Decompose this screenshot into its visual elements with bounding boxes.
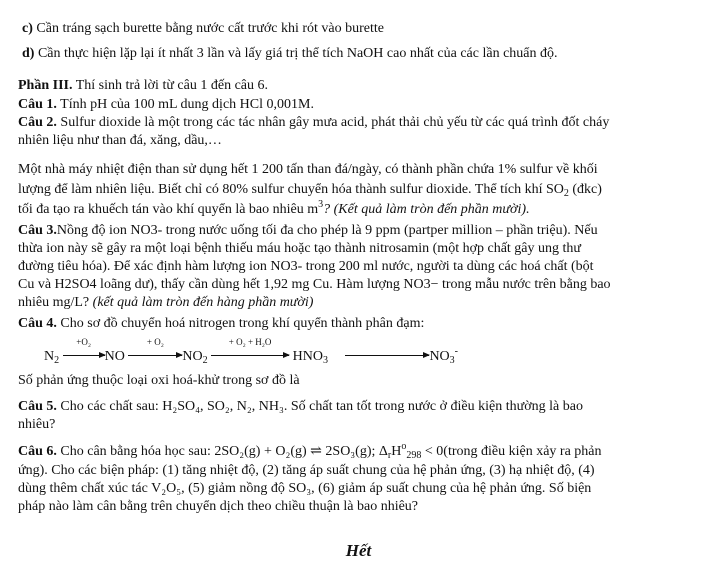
question-6-line-1 — [18, 443, 602, 460]
part-3-label: Phần III. — [18, 78, 73, 93]
question-6-label: Câu 6. — [18, 444, 57, 459]
scheme-n2-subscript: 2 — [54, 355, 60, 366]
question-3-text: Nồng độ ion NO3- trong nước uống tối đa cho phép là 9 ppm (partper million – phần triệu). Nếu — [56, 223, 598, 238]
question-4-text: Cho sơ đồ chuyển hoá nitrogen trong khí quyển thành phân đạm: — [56, 316, 425, 331]
scheme-hno3: HNO — [292, 349, 323, 364]
scheme-n2: N — [44, 349, 55, 364]
question-1-label: Câu 1. — [18, 97, 57, 112]
question-4 — [18, 315, 424, 332]
statement-d-label: d) — [22, 46, 35, 61]
statement-c-label: c) — [22, 21, 33, 36]
so2-subscript: 2 — [563, 188, 569, 199]
arrow-icon — [128, 355, 182, 356]
question-6-equation: Cho cân bằng hóa học sau: 2SO₂(g) + O₂(g) ⇌ 2SO₃(g); — [56, 444, 379, 459]
question-3-line-5 — [18, 294, 313, 311]
question-3-rounding-note: (kết quả làm tròn đến hàng phần mười) — [89, 295, 314, 310]
question-4-label: Câu 4. — [18, 316, 57, 331]
scheme-no: NO — [104, 349, 125, 364]
question-2-line-4-tail: (đkc) — [568, 182, 602, 197]
question-6-line-4: pháp nào làm cân bằng trên chuyển dịch theo chiều thuận là bao nhiêu? — [18, 499, 419, 514]
question-5-text: Cho các chất sau: H₂SO₄, SO₂, N₂, NH₃. Số chất tan tốt trong nước ở điều kiện thường là bao — [56, 399, 583, 414]
statement-c-text: Cần tráng sạch burette bằng nước cất trước khi rót vào burette — [32, 21, 384, 36]
question-1 — [18, 96, 314, 113]
scheme-arrow-3 — [211, 337, 289, 365]
question-3-line-1 — [18, 222, 598, 239]
m3-superscript: 3 — [318, 199, 324, 210]
arrow-icon — [211, 355, 289, 356]
question-2-line-5-text: tối đa tạo ra khuếch tán vào khí quyển là bao nhiêu m — [18, 202, 319, 217]
end-marker: Hết — [345, 541, 372, 560]
question-6-text-tail: (trong điều kiện xảy ra phản — [443, 444, 602, 459]
question-2-line-3: Một nhà máy nhiệt điện than sử dụng hết 1 200 tấn than đá/ngày, có thành phần chứa 1% sulfur về khối — [18, 162, 598, 177]
question-3-line-5-text: nhiêu mg/L? — [18, 295, 90, 310]
part-3-heading — [18, 77, 268, 94]
question-3-label: Câu 3. — [18, 223, 57, 238]
scheme-no2-subscript: 2 — [202, 355, 208, 366]
arrow-icon — [63, 355, 105, 356]
question-2-label: Câu 2. — [18, 115, 57, 130]
scheme-arrow-3-condition: + O₂ + H₂O — [228, 337, 272, 347]
part-3-text: Thí sinh trả lời từ câu 1 đến câu 6. — [72, 78, 268, 93]
delta-r-subscript: r — [387, 450, 392, 461]
enthalpy-h: H — [391, 444, 402, 459]
question-3-line-2: thừa ion này sẽ gây ra một loại bệnh thiếu máu hoặc tạo thành nitrosamin (một hợp chất gây ung thư — [18, 241, 582, 256]
delta-symbol: Δ — [378, 444, 388, 459]
standard-state-superscript: o — [401, 441, 407, 452]
scheme-no3: NO — [429, 349, 450, 364]
question-6-line-2: ứng). Cho các biện pháp: (1) tăng nhiệt độ, (2) tăng áp suất chung của hệ phản ứng, (3) hạ nhiệt độ, (4) — [18, 463, 595, 478]
scheme-hno3-subscript: 3 — [322, 355, 328, 366]
scheme-no3-subscript: 3 — [449, 355, 455, 366]
question-5-label: Câu 5. — [18, 399, 57, 414]
question-1-text: Tính pH của 100 mL dung dịch HCl 0,001M. — [56, 97, 314, 112]
question-3-line-4: Cu và H2SO4 loãng dư), thấy cần dùng hết 1,92 mg Cu. Hàm lượng NO3− trong mẫu nước trên bằng bao — [18, 277, 611, 292]
temperature-subscript: 298 — [406, 450, 422, 461]
enthalpy-sign: < 0 — [421, 444, 444, 459]
scheme-arrow-2 — [128, 337, 182, 365]
statement-d-text: Cần thực hiện lặp lại ít nhất 3 lần và lấy giá trị thể tích NaOH cao nhất của các lần chuẩn độ. — [34, 46, 558, 61]
question-6-line-3: dùng thêm chất xúc tác V₂O₅, (5) giảm nồng độ SO₃, (6) giảm áp suất chung của hệ phản ứng. Số biện — [18, 481, 592, 496]
statement-d — [22, 45, 558, 62]
scheme-arrow-2-condition: + O₂ — [146, 337, 164, 347]
question-5-line-2: nhiêu? — [18, 417, 56, 432]
nitrogen-scheme — [44, 337, 459, 366]
question-2-line-4-text: lượng để làm nhiên liệu. Biết chỉ có 80% sulfur chuyển hóa thành sulfur dioxide. Thể tích khí SO — [18, 182, 564, 197]
question-2-rounding-note: ? (Kết quả làm tròn đến phần mười). — [323, 202, 530, 217]
question-4-line-2: Số phản ứng thuộc loại oxi hoá-khử trong sơ đồ là — [18, 373, 300, 388]
question-2-line-1 — [18, 114, 609, 131]
scheme-arrow-4 — [345, 348, 429, 365]
question-2-text: Sulfur dioxide là một trong các tác nhân gây mưa acid, phát thải chủ yếu từ các quá trình đốt cháy — [56, 115, 610, 130]
question-2-line-2: nhiên liệu như than đá, xăng, dầu,… — [18, 133, 222, 148]
scheme-arrow-1 — [63, 337, 105, 365]
statement-c — [22, 20, 384, 37]
scheme-arrow-1-condition: +O₂ — [76, 337, 91, 347]
scheme-no2: NO — [182, 349, 203, 364]
scheme-no3-charge: - — [454, 346, 459, 357]
question-5-line-1 — [18, 398, 583, 415]
question-2-line-5 — [18, 201, 530, 218]
arrow-icon — [345, 355, 429, 356]
question-3-line-3: đường tiêu hóa). Để xác định hàm lượng ion NO3- trong 200 ml nước, người ta dùng các hoá chất (bột — [18, 259, 594, 274]
question-2-line-4 — [18, 181, 602, 198]
